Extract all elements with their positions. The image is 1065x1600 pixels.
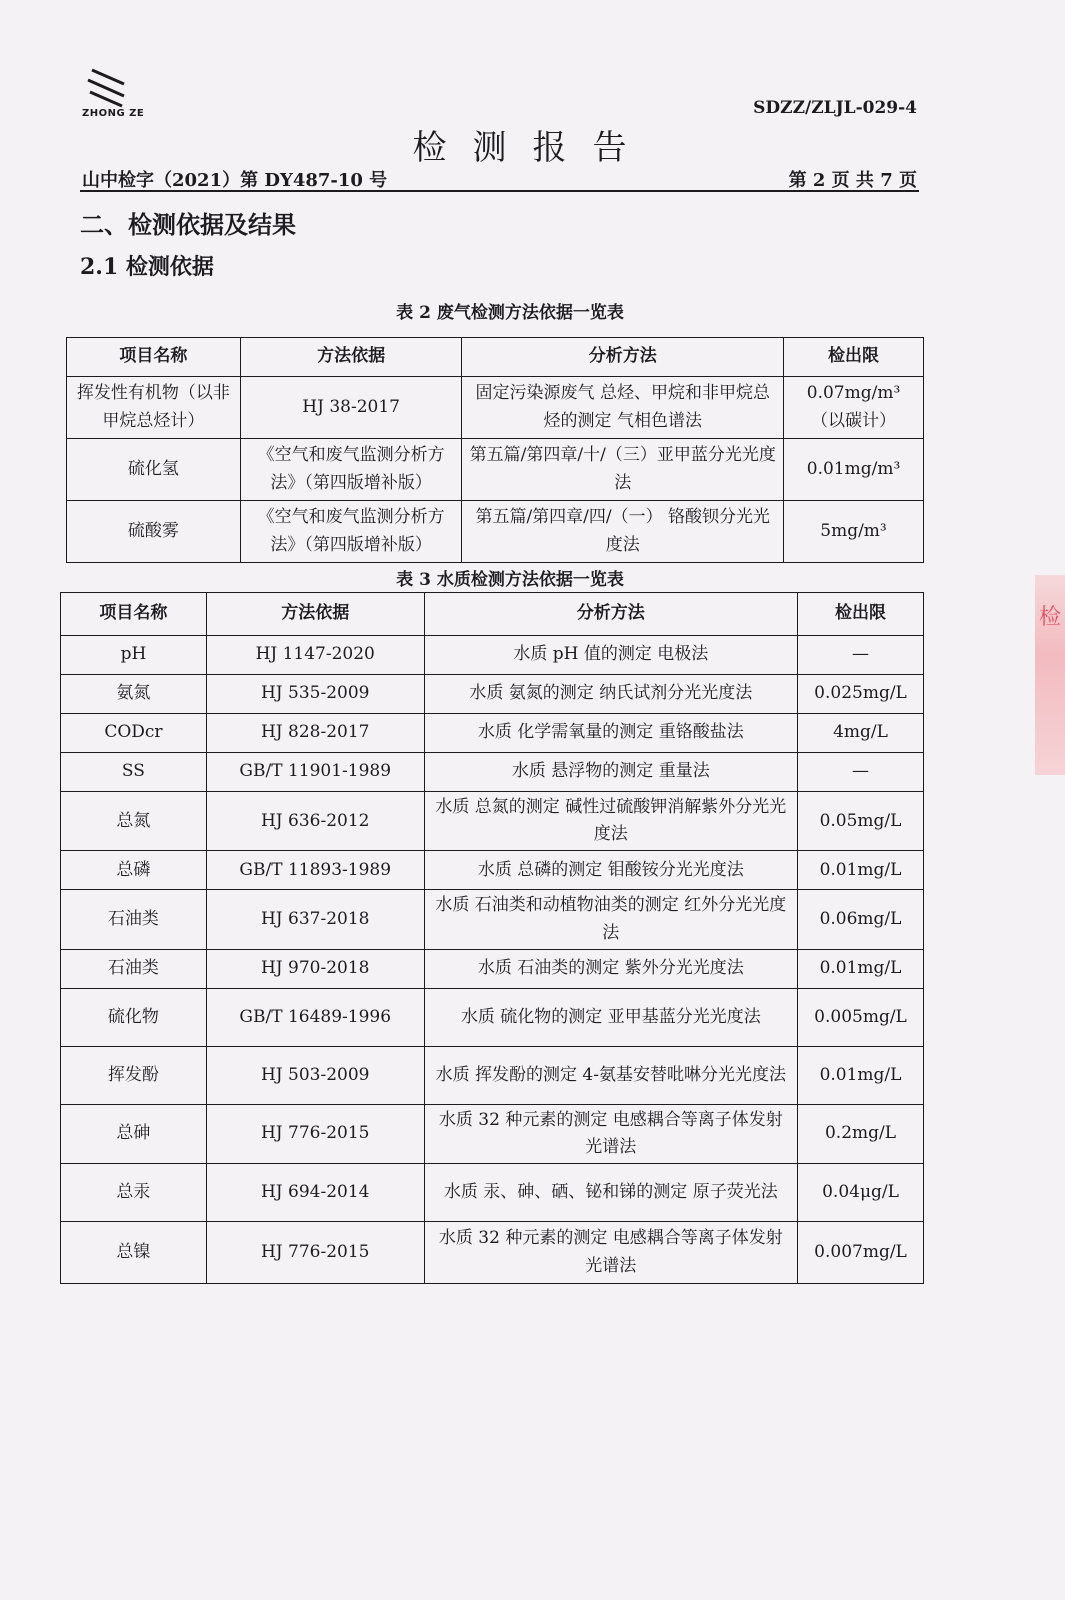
cell-limit: 0.01mg/L xyxy=(798,949,924,988)
cell-item: CODcr xyxy=(61,714,207,753)
cell-method: 水质 石油类的测定 紫外分光光度法 xyxy=(424,949,797,988)
cell-basis: HJ 776-2015 xyxy=(206,1222,424,1284)
table-row xyxy=(67,501,924,563)
cell-limit: 0.05mg/L xyxy=(798,792,924,851)
cell-basis: HJ 636-2012 xyxy=(206,792,424,851)
water-quality-methods-table xyxy=(60,592,924,1284)
cell-limit: 0.2mg/L xyxy=(798,1104,924,1163)
header-item: 项目名称 xyxy=(61,593,207,636)
cell-limit: 0.007mg/L xyxy=(798,1222,924,1284)
table-row xyxy=(61,675,924,714)
cell-method: 水质 挥发酚的测定 4-氨基安替吡啉分光光度法 xyxy=(424,1046,797,1104)
cell-item: 石油类 xyxy=(61,949,207,988)
table-row xyxy=(61,753,924,792)
header-limit: 检出限 xyxy=(784,338,924,377)
page-info: 第 2 页 共 7 页 xyxy=(788,170,917,191)
cell-method: 水质 32 种元素的测定 电感耦合等离子体发射光谱法 xyxy=(424,1222,797,1284)
cell-item: 挥发酚 xyxy=(61,1046,207,1104)
cell-limit: 0.01mg/L xyxy=(798,851,924,890)
table-row xyxy=(61,636,924,675)
section-heading: 二、检测依据及结果 xyxy=(80,210,296,239)
cell-basis: 《空气和废气监测分析方法》（第四版增补版） xyxy=(240,501,462,563)
cell-limit: — xyxy=(798,636,924,675)
table-row xyxy=(67,439,924,501)
cell-basis: HJ 970-2018 xyxy=(206,949,424,988)
table-header-row xyxy=(61,593,924,636)
cell-basis: HJ 637-2018 xyxy=(206,890,424,949)
table2-caption: 表 2 废气检测方法依据一览表 xyxy=(396,303,624,323)
header-divider xyxy=(80,190,919,192)
header-method: 分析方法 xyxy=(462,338,784,377)
cell-item: 总磷 xyxy=(61,851,207,890)
cell-basis: HJ 503-2009 xyxy=(206,1046,424,1104)
exhaust-gas-methods-table xyxy=(66,337,924,563)
table-row xyxy=(61,949,924,988)
header-basis: 方法依据 xyxy=(240,338,462,377)
cell-limit: 0.04μg/L xyxy=(798,1164,924,1222)
logo-text: ZHONG ZE xyxy=(82,108,145,119)
cell-method: 水质 硫化物的测定 亚甲基蓝分光光度法 xyxy=(424,988,797,1046)
cell-item: 总镍 xyxy=(61,1222,207,1284)
cell-basis: HJ 535-2009 xyxy=(206,675,424,714)
cell-limit: 0.01mg/L xyxy=(798,1046,924,1104)
table-row xyxy=(61,1104,924,1163)
cell-limit: 0.025mg/L xyxy=(798,675,924,714)
header-limit: 检出限 xyxy=(798,593,924,636)
subsection-heading: 2.1 检测依据 xyxy=(80,254,214,280)
cell-basis: HJ 694-2014 xyxy=(206,1164,424,1222)
cell-limit: 4mg/L xyxy=(798,714,924,753)
table-row xyxy=(61,792,924,851)
cell-basis: HJ 776-2015 xyxy=(206,1104,424,1163)
table-row xyxy=(61,1046,924,1104)
cell-item: pH xyxy=(61,636,207,675)
table-row xyxy=(61,988,924,1046)
cell-method: 固定污染源废气 总烃、甲烷和非甲烷总烃的测定 气相色谱法 xyxy=(462,377,784,439)
cell-item: 硫化物 xyxy=(61,988,207,1046)
cell-method: 水质 石油类和动植物油类的测定 红外分光光度法 xyxy=(424,890,797,949)
table-row xyxy=(61,851,924,890)
table-row xyxy=(67,377,924,439)
table-row xyxy=(61,1222,924,1284)
cell-item: 硫化氢 xyxy=(67,439,241,501)
cell-basis: GB/T 11893-1989 xyxy=(206,851,424,890)
cell-basis: GB/T 16489-1996 xyxy=(206,988,424,1046)
table3-caption: 表 3 水质检测方法依据一览表 xyxy=(396,570,624,590)
cell-basis: GB/T 11901-1989 xyxy=(206,753,424,792)
cell-method: 水质 化学需氧量的测定 重铬酸盐法 xyxy=(424,714,797,753)
cell-item: 氨氮 xyxy=(61,675,207,714)
cell-item: 总砷 xyxy=(61,1104,207,1163)
stamp-text: 检 xyxy=(1038,605,1061,630)
cell-basis: HJ 1147-2020 xyxy=(206,636,424,675)
cell-basis: HJ 38-2017 xyxy=(240,377,462,439)
table-row xyxy=(61,1164,924,1222)
cell-item: 总氮 xyxy=(61,792,207,851)
cell-method: 水质 氨氮的测定 纳氏试剂分光光度法 xyxy=(424,675,797,714)
cell-method: 水质 总磷的测定 钼酸铵分光光度法 xyxy=(424,851,797,890)
cell-limit: 0.06mg/L xyxy=(798,890,924,949)
header-method: 分析方法 xyxy=(424,593,797,636)
cell-method: 水质 32 种元素的测定 电感耦合等离子体发射光谱法 xyxy=(424,1104,797,1163)
cell-method: 水质 pH 值的测定 电极法 xyxy=(424,636,797,675)
cell-limit: — xyxy=(798,753,924,792)
cell-method: 第五篇/第四章/十/（三）亚甲蓝分光光度法 xyxy=(462,439,784,501)
report-number: 山中检字（2021）第 DY487-10 号 xyxy=(82,170,388,191)
page-title: 检测报告 xyxy=(412,128,653,168)
cell-basis: HJ 828-2017 xyxy=(206,714,424,753)
table-row xyxy=(61,714,924,753)
cell-limit: 0.005mg/L xyxy=(798,988,924,1046)
cell-item: SS xyxy=(61,753,207,792)
cell-basis: 《空气和废气监测分析方法》（第四版增补版） xyxy=(240,439,462,501)
header-basis: 方法依据 xyxy=(206,593,424,636)
header-item: 项目名称 xyxy=(67,338,241,377)
cell-item: 石油类 xyxy=(61,890,207,949)
cell-method: 水质 汞、砷、硒、铋和锑的测定 原子荧光法 xyxy=(424,1164,797,1222)
cell-item: 挥发性有机物（以非甲烷总烃计） xyxy=(67,377,241,439)
cell-limit: 0.07mg/m³（以碳计） xyxy=(784,377,924,439)
cell-item: 总汞 xyxy=(61,1164,207,1222)
table-header-row xyxy=(67,338,924,377)
cell-item: 硫酸雾 xyxy=(67,501,241,563)
document-code: SDZZ/ZLJL-029-4 xyxy=(753,98,917,118)
cell-method: 第五篇/第四章/四/（一） 铬酸钡分光光度法 xyxy=(462,501,784,563)
cell-method: 水质 总氮的测定 碱性过硫酸钾消解紫外分光光度法 xyxy=(424,792,797,851)
cell-limit: 0.01mg/m³ xyxy=(784,439,924,501)
cell-limit: 5mg/m³ xyxy=(784,501,924,563)
cell-method: 水质 悬浮物的测定 重量法 xyxy=(424,753,797,792)
red-seal-stamp xyxy=(1035,575,1065,775)
table-row xyxy=(61,890,924,949)
